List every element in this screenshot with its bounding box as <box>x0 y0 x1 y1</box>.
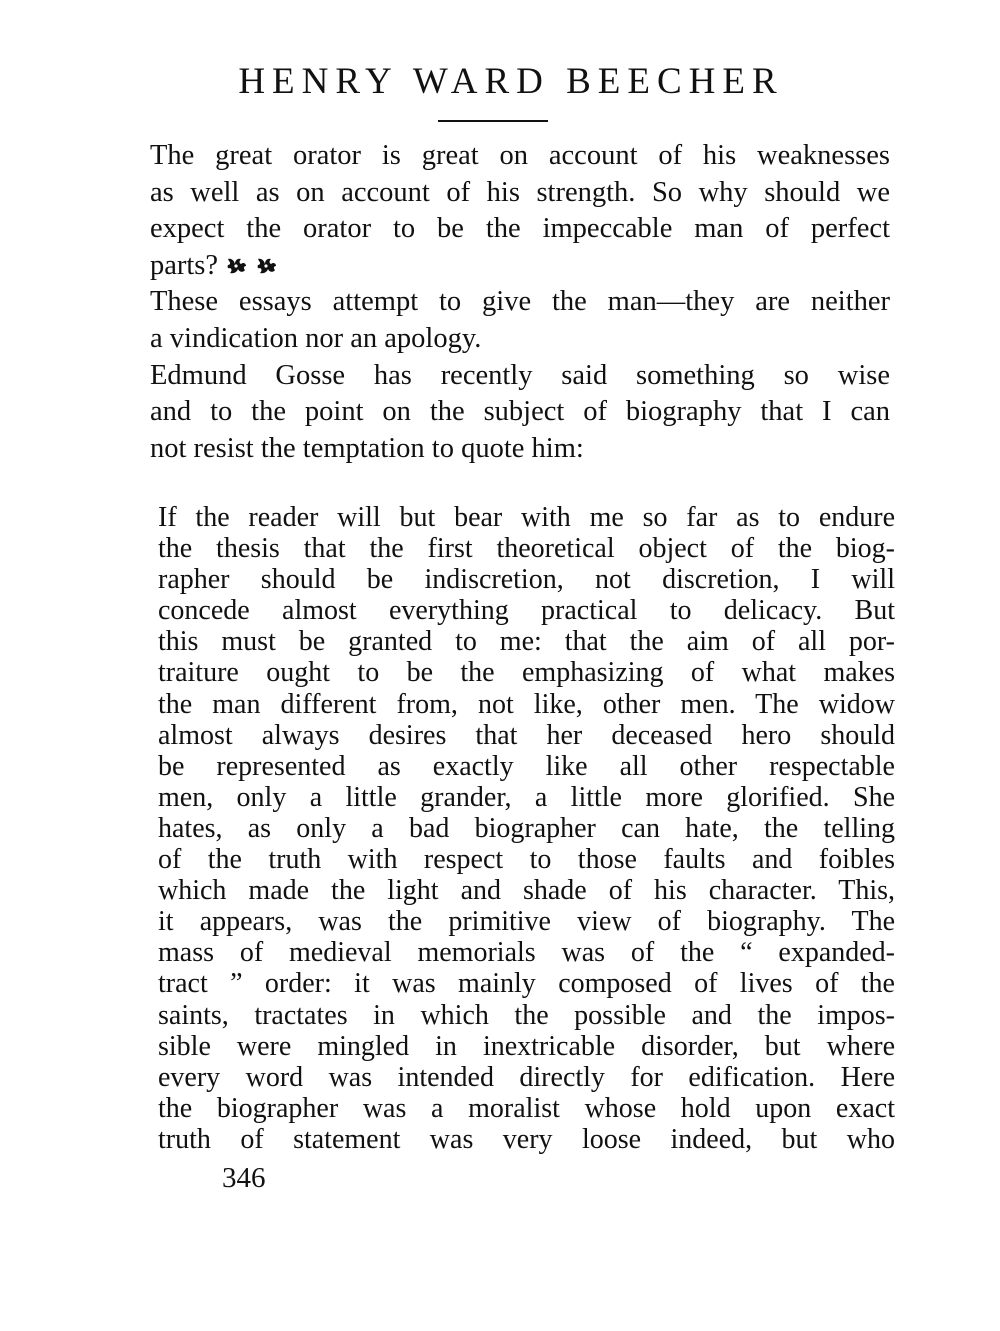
text-line-content: parts? <box>150 249 219 281</box>
text-line <box>150 248 890 285</box>
quote-line: of the truth with respect to those faults and foibles <box>158 844 895 876</box>
fleuron-icon <box>256 257 278 275</box>
intro-paragraphs <box>150 138 890 467</box>
text-line-content: and to the point on the subject of biography that I can <box>150 396 890 428</box>
fleuron-icon <box>226 257 248 275</box>
text-line <box>150 138 890 175</box>
quote-line: mass of medieval memorials was of the “ expanded- <box>158 937 895 969</box>
text-line-content: a vindication nor an apology. <box>150 322 482 354</box>
text-line <box>150 321 890 358</box>
quote-line: saints, tractates in which the possible and the impos- <box>158 999 895 1031</box>
quote-line: sible were mingled in inextricable disorder, but where <box>158 1030 895 1062</box>
text-line <box>150 358 890 395</box>
quote-line: almost always desires that her deceased hero should <box>158 719 895 751</box>
quote-line: the thesis that the first theoretical object of the biog- <box>158 533 895 565</box>
quote-line: traiture ought to be the emphasizing of what makes <box>158 657 895 689</box>
quote-line: the man different from, not like, other men. The widow <box>158 688 895 720</box>
quote-line: it appears, was the primitive view of biography. The <box>158 906 895 938</box>
text-line <box>150 394 890 431</box>
quote-line: the biographer was a moralist whose hold upon exact <box>158 1092 895 1124</box>
gosse-block-quote <box>158 502 895 1155</box>
quote-line: tract ” order: it was mainly composed of lives of the <box>158 968 895 1000</box>
quote-line: hates, as only a bad biographer can hate, the telling <box>158 812 895 844</box>
text-line-content: expect the orator to be the impeccable man of perfect <box>150 213 890 245</box>
text-line <box>150 175 890 212</box>
head-rule-divider <box>438 120 548 122</box>
text-line-content: as well as on account of his strength. So why should we <box>150 176 890 208</box>
text-line-content: The great orator is great on account of his weaknesses <box>150 140 890 171</box>
quote-line: truth of statement was very loose indeed, but who <box>158 1123 895 1155</box>
quote-line: every word was intended directly for edification. Here <box>158 1061 895 1093</box>
quote-line: rapher should be indiscretion, not discretion, I will <box>158 564 895 596</box>
text-line-content: These essays attempt to give the man—they are neither <box>150 286 890 318</box>
quote-line: men, only a little grander, a little more glorified. She <box>158 781 895 813</box>
text-line <box>150 431 890 468</box>
text-line <box>150 284 890 321</box>
quote-line: which made the light and shade of his character. This, <box>158 875 895 907</box>
quote-line: be represented as exactly like all other respectable <box>158 750 895 782</box>
quote-line: this must be granted to me: that the aim of all por- <box>158 626 895 658</box>
page-number: 346 <box>222 1162 266 1194</box>
quote-line: If the reader will but bear with me so far as to endure <box>158 502 895 533</box>
quote-line: concede almost everything practical to delicacy. But <box>158 595 895 627</box>
text-line <box>150 211 890 248</box>
running-head: HENRY WARD BEECHER <box>238 61 784 102</box>
text-line-content: not resist the temptation to quote him: <box>150 432 584 464</box>
text-line-content: Edmund Gosse has recently said something so wise <box>150 359 890 391</box>
